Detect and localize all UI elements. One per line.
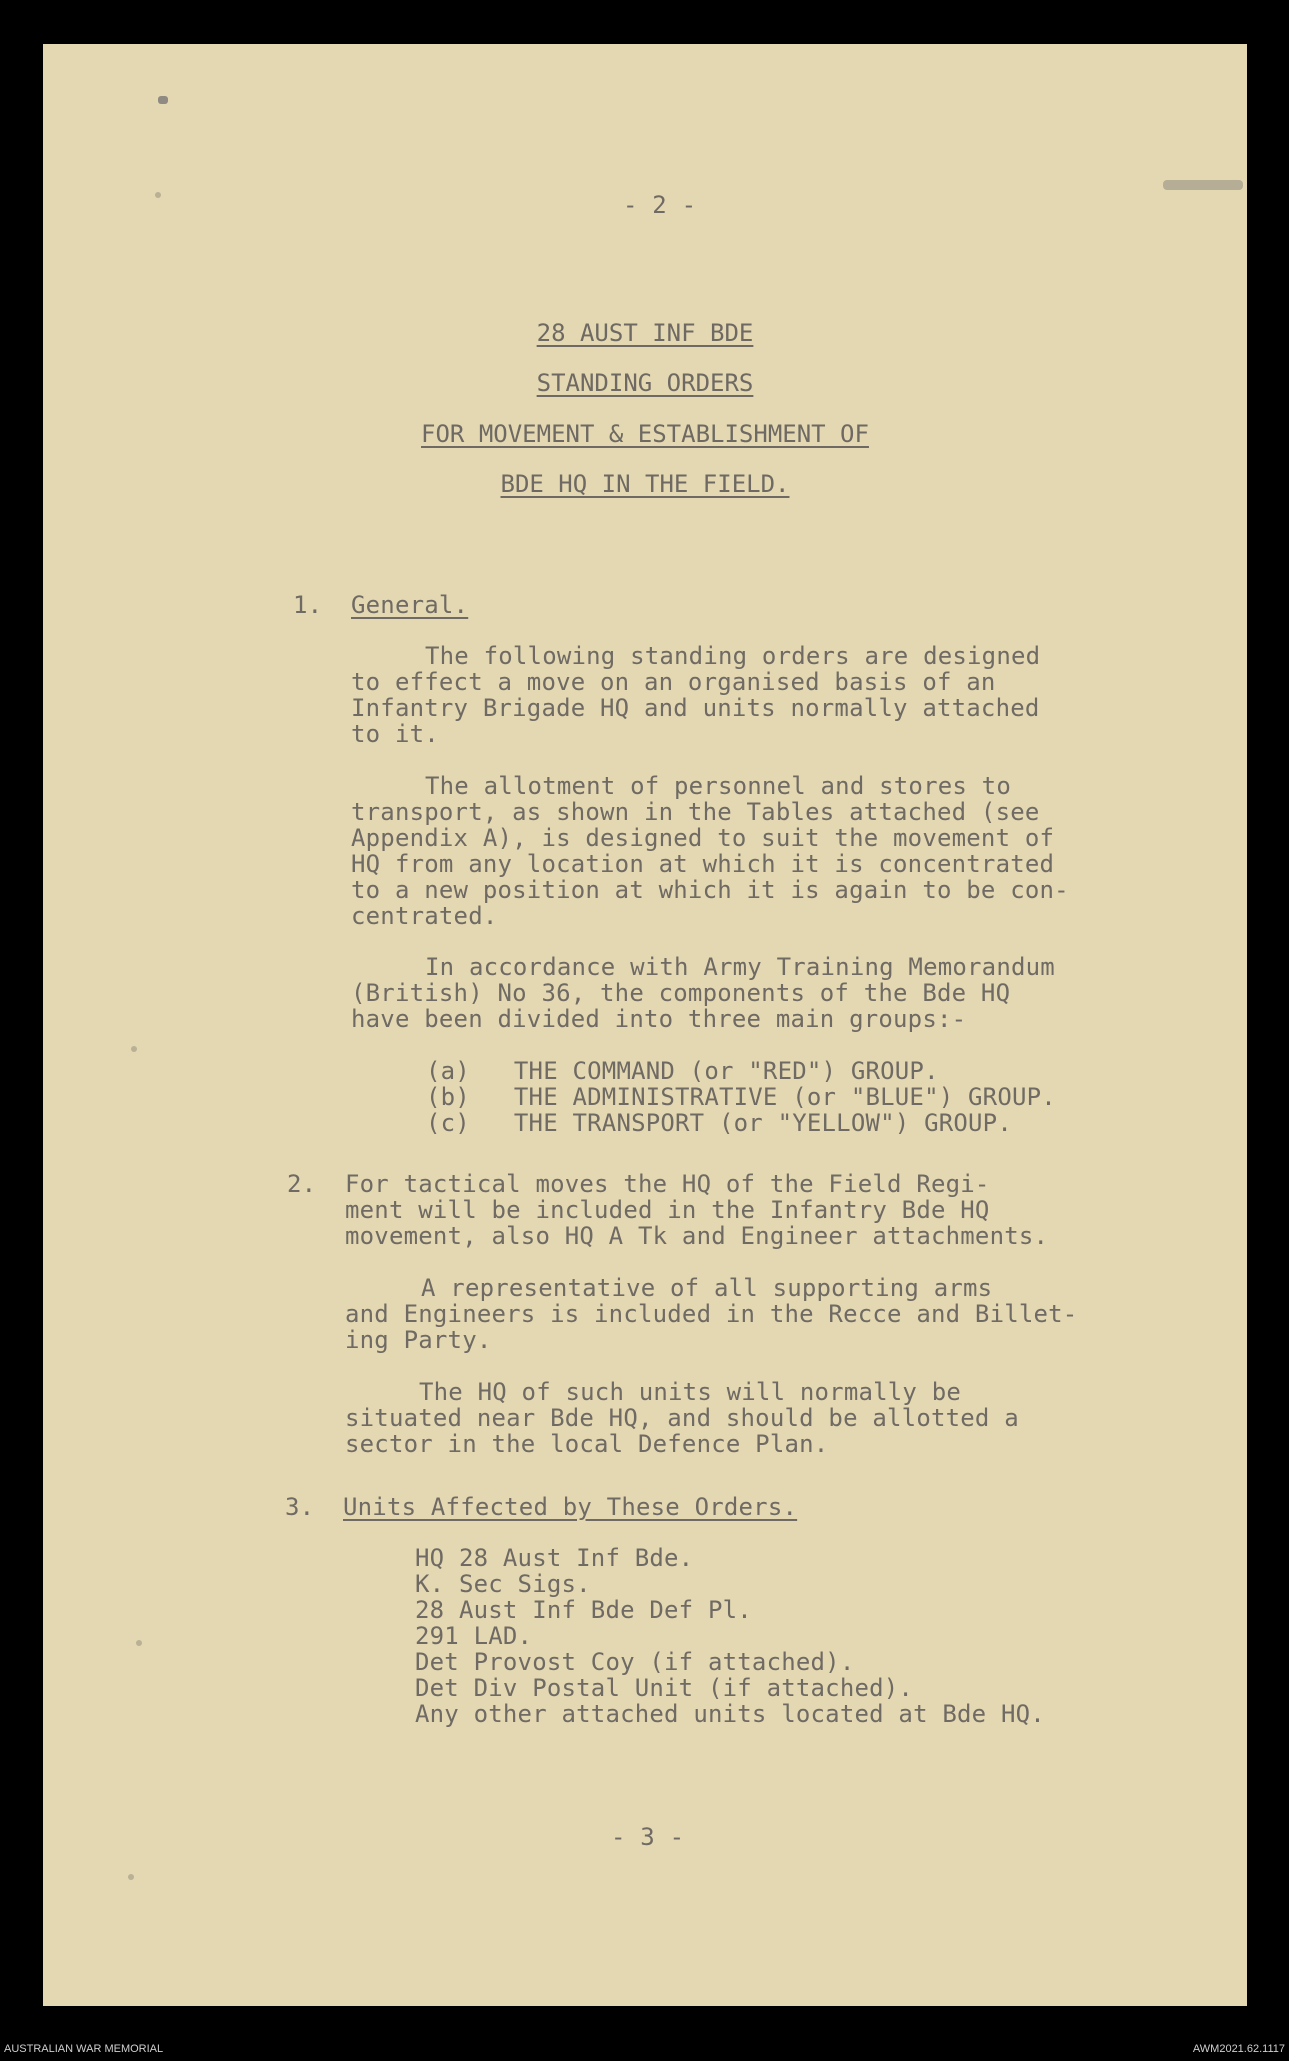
section-1-para-3-line-3: have been divided into three main groups:- xyxy=(351,1005,967,1033)
title-line-2: STANDING ORDERS xyxy=(536,369,754,397)
section-3-title: Units Affected by These Orders. xyxy=(343,1493,798,1521)
group-item-b: (b) THE ADMINISTRATIVE (or "BLUE") GROUP. xyxy=(426,1083,1056,1111)
section-2-para-3-line-1: The HQ of such units will normally be xyxy=(419,1378,962,1406)
title-line-1: 28 AUST INF BDE xyxy=(536,319,754,347)
section-1-title: General. xyxy=(351,591,469,619)
section-1-para-1-line-4: to it. xyxy=(351,720,439,748)
section-1-para-2-line-3: Appendix A), is designed to suit the movement of xyxy=(351,824,1055,852)
section-1-number: 1. xyxy=(293,591,323,619)
section-1-para-2-line-1: The allotment of personnel and stores to xyxy=(425,772,1011,800)
unit-item: 291 LAD. xyxy=(415,1622,533,1650)
unit-item: 28 Aust Inf Bde Def Pl. xyxy=(415,1596,752,1624)
punch-mark xyxy=(155,192,161,198)
section-2-para-1-line-2: ment will be included in the Infantry Bde HQ xyxy=(345,1196,990,1224)
section-2-para-3-line-3: sector in the local Defence Plan. xyxy=(345,1430,829,1458)
section-1-para-2-line-5: to a new position at which it is again to be con- xyxy=(351,876,1069,904)
punch-mark xyxy=(136,1640,142,1646)
section-1-para-2-line-4: HQ from any location at which it is concentrated xyxy=(351,850,1055,878)
section-2-para-1-line-3: movement, also HQ A Tk and Engineer attachments. xyxy=(345,1222,1049,1250)
punch-mark xyxy=(131,1046,137,1052)
unit-item: Det Div Postal Unit (if attached). xyxy=(415,1674,914,1702)
section-2-para-2-line-1: A representative of all supporting arms xyxy=(421,1274,993,1302)
footer-institution: AUSTRALIAN WAR MEMORIAL xyxy=(4,2043,164,2055)
section-1-para-1-line-3: Infantry Brigade HQ and units normally attached xyxy=(351,694,1040,722)
ink-smudge xyxy=(1163,180,1243,190)
page-number-bottom: - 3 - xyxy=(611,1823,685,1851)
group-item-c: (c) THE TRANSPORT (or "YELLOW") GROUP. xyxy=(426,1109,1012,1137)
section-1-para-3-line-2: (British) No 36, the components of the Bde HQ xyxy=(351,979,1011,1007)
section-1-para-2-line-6: centrated. xyxy=(351,902,498,930)
title-line-4: BDE HQ IN THE FIELD. xyxy=(500,470,790,498)
unit-item: Any other attached units located at Bde HQ. xyxy=(415,1700,1045,1728)
section-3-number: 3. xyxy=(285,1493,315,1521)
section-1-para-3-line-1: In accordance with Army Training Memorandum xyxy=(425,953,1055,981)
section-2-para-2-line-3: ing Party. xyxy=(345,1326,492,1354)
unit-item: Det Provost Coy (if attached). xyxy=(415,1648,855,1676)
unit-item: K. Sec Sigs. xyxy=(415,1570,591,1598)
section-2-para-2-line-2: and Engineers is included in the Recce and Billet- xyxy=(345,1300,1078,1328)
footer-accession-number: AWM2021.62.1117 xyxy=(1192,2043,1285,2055)
document-page xyxy=(43,44,1247,2006)
ink-speck xyxy=(158,96,168,104)
group-item-a: (a) THE COMMAND (or "RED") GROUP. xyxy=(426,1057,939,1085)
title-line-3: FOR MOVEMENT & ESTABLISHMENT OF xyxy=(421,420,869,448)
section-1-para-2-line-2: transport, as shown in the Tables attached (see xyxy=(351,798,1040,826)
section-1-para-1-line-1: The following standing orders are designed xyxy=(425,642,1041,670)
unit-item: HQ 28 Aust Inf Bde. xyxy=(415,1544,694,1572)
section-2-para-1-line-1: For tactical moves the HQ of the Field Regi- xyxy=(345,1170,990,1198)
section-2-number: 2. xyxy=(287,1170,317,1198)
section-1-para-1-line-2: to effect a move on an organised basis of an xyxy=(351,668,996,696)
section-2-para-3-line-2: situated near Bde HQ, and should be allotted a xyxy=(345,1404,1019,1432)
punch-mark xyxy=(128,1874,134,1880)
page-number-top: - 2 - xyxy=(623,191,697,219)
